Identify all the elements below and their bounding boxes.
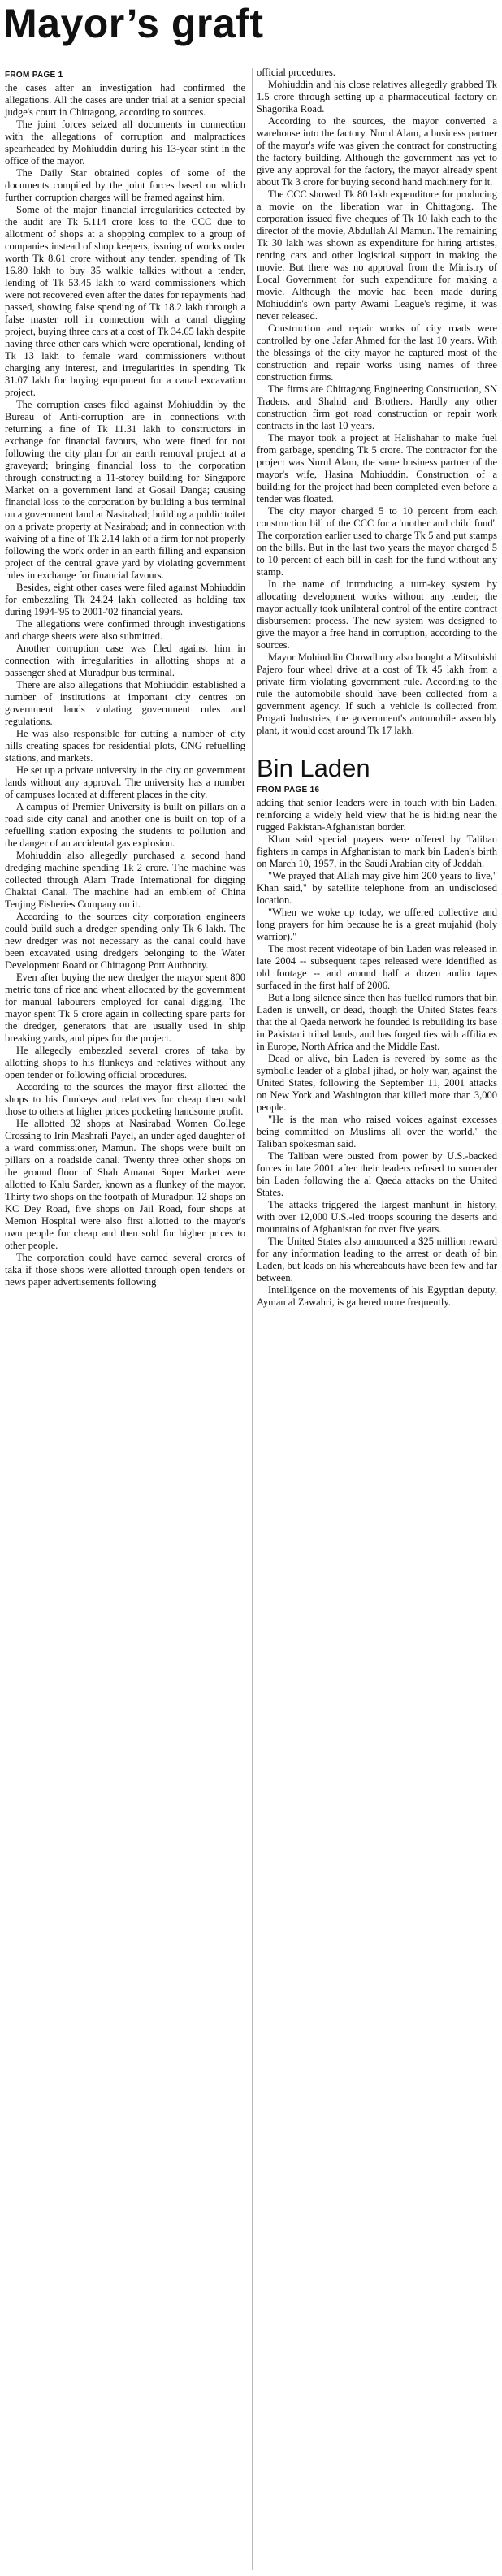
paragraph: He was also responsible for cutting a number of city hills creating spaces for residential plots, CNG refuelling stations, and markets. [5,728,245,764]
paragraph: The allegations were confirmed through investigations and charge sheets were also submitted. [5,618,245,642]
section-headline: Bin Laden [257,747,497,783]
paragraph: Intelligence on the movements of his Egyptian deputy, Ayman al Zawahri, is gathered more frequently. [257,1284,497,1308]
left-column [5,70,245,1288]
paragraph: Some of the major financial irregularities detected by the audit are Tk 5.114 crore loss to the CCC due to allotment of shops at a shopping complex to a group of companies instead of shop keepers, issuing of works order worth Tk 8.61 crore without any tender, spending of Tk 16.80 lakh to buy 35 walkie talkies without a tender, lending of Tk 53.45 lakh to ward commissioners which were not recovered even after the dates for repayments had passed, showing false spending of Tk 18.2 lakh through a false master roll in connection with a canal digging project, buying three cars at a cost of Tk 34.65 lakh despite having three other cars which were operational, lending of Tk 13 lakh to female ward commissioners without charging any interest, and irregularities in spending Tk 31.07 lakh for buying equipment for a canal excavation project. [5,204,245,398]
paragraph: Mayor Mohiuddin Chowdhury also bought a Mitsubishi Pajero four wheel drive at a cost of Tk 45 lakh from a private firm violating government rule. According to the rule the automobile should have been collected from a government agency. If such a vehicle is collected from Progati Industries, the government's automobile assembly plant, it would cost around Tk 17 lakh. [257,652,497,736]
paragraph: adding that senior leaders were in touch with bin Laden, reinforcing a widely held view that he is hiding near the rugged Pakistan-Afghanistan border. [257,797,497,833]
paragraph: Another corruption case was filed against him in connection with irregularities in allotting shops at a passenger shed at Muradpur bus terminal. [5,643,245,678]
paragraph: The Taliban were ousted from power by U.S.-backed forces in late 2001 after their leaders refused to surrender bin Laden following the al Qaeda attacks on the United States. [257,1150,497,1198]
jump-label: FROM PAGE 16 [257,786,320,794]
paragraph: Even after buying the new dredger the mayor spent 800 metric tons of rice and wheat allocated by the government for manual labourers employed for canal digging. The mayor spent Tk 5 crore again in collecting spare parts for the dredger, generators that are usually used in ship breaking yards, and pipes for the project. [5,972,245,1044]
jump-label: FROM PAGE 1 [5,71,63,80]
paragraph: In the name of introducing a turn-key system by allocating development works without any tender, the mayor actually took unilateral control of the entire contract disbursement process. The new system was designed to give the mayor a free hand in corruption, according to the sources. [257,578,497,651]
paragraph: A campus of Premier University is built on pillars on a road side city canal and another one is built on top of a refuelling station exposing the students to pollution and the danger of an accidental gas explosion. [5,801,245,849]
paragraph: "We prayed that Allah may give him 200 years to live," Khan said," by satellite telephone from an undisclosed location. [257,870,497,906]
paragraph: There are also allegations that Mohiuddin established a number of institutions at important city centres on government lands violating government rules and regulations. [5,679,245,727]
paragraph: The CCC showed Tk 80 lakh expenditure for producing a movie on the liberation war in Chittagong. The corporation issued five cheques of Tk 10 lakh each to the director of the movie, Abdullah Al Mamun. The remaining Tk 30 lakh was shown as expenditure for hiring artistes, renting cars and other logistical support in making the movie. But there was no approval from the Ministry of Local Government for such expenditure for making a movie. Although the movie had been made during Mohiuddin's own party Awami League's regime, it was never released. [257,188,497,322]
paragraph: The corruption cases filed against Mohiuddin by the Bureau of Anti-corruption are in connections with returning a fine of Tk 11.31 lakh to constructors in exchange for financial favours, who were fined for not following the city plan for an earth removal project at a graveyard; bringing financial loss to the corporation through constructing a 11-storey building for Singapore Market on a government land at Gosail Danga; causing financial loss to the corporation by building a bus terminal on a government land at Nasirabad; building a public toilet on a private property at Nasirabad; and in connection with waiving of a fine of Tk 2.14 lakh of a firm for not properly following the work order in an earth filling and expansion project of the central grave yard by violating government rules in exchange for financial favours. [5,399,245,581]
paragraph: The city mayor charged 5 to 10 percent from each construction bill of the CCC for a 'mother and child fund'. The corporation earlier used to charge Tk 5 and put stamps on the bills. But in the last two years the mayor charged 5 to 10 percent of each bill in cash for the fund without any stamp. [257,505,497,578]
paragraph: The firms are Chittagong Engineering Construction, SN Traders, and Shahid and Brothers. Hardly any other construction firm got road construction or repair work contracts in the last 10 years. [257,383,497,431]
headline: Mayor’s graft [3,1,264,46]
paragraph: Khan said special prayers were offered by Taliban fighters in camps in Afghanistan to mark bin Laden's birth on March 10, 1957, in the Saudi Arabian city of Jeddah. [257,833,497,869]
paragraph: According to the sources the mayor first allotted the shops to his flunkeys and relatives for cheap then sold those to others at higher prices pocketing handsome profit. [5,1081,245,1117]
paragraph: The mayor took a project at Halishahar to make fuel from garbage, spending Tk 5 crore. The contractor for the project was Nurul Alam, the same business partner of the mayor's wife, Hasina Mohiuddin. Construction of a building for the project had been completed even before a tender was floated. [257,432,497,504]
paragraph: According to the sources, the mayor converted a warehouse into the factory. Nurul Alam, a business partner of the mayor's wife was given the contract for constructing the factory building. Although the government has yet to give any approval for the factory, the mayor already spent about Tk 3 crore for buying second hand machinery for it. [257,115,497,188]
paragraph: The most recent videotape of bin Laden was released in late 2004 -- subsequent tapes released were identified as old footage -- and around half a dozen audio tapes surfaced in the first half of 2006. [257,943,497,991]
paragraph: The Daily Star obtained copies of some of the documents compiled by the joint forces based on which further corruption charges will be framed against him. [5,167,245,203]
paragraph: The United States also announced a $25 million reward for any information leading to the arrest or death of bin Laden, but leads on his whereabouts have been few and far between. [257,1236,497,1284]
paragraph: But a long silence since then has fuelled rumors that bin Laden is unwell, or dead, though the United States fears that the al Qaeda network he founded is rebuilding its base in Pakistani tribal lands, and has forged ties with affiliates in Europe, North Africa and the Middle East. [257,992,497,1052]
column-divider [252,68,253,2570]
paragraph: He allotted 32 shops at Nasirabad Women College Crossing to Irin Mashrafi Payel, an under aged daughter of a ward commissioner, Mamun. The shops were built on pillars on a roadside canal. Twenty three other shops on the ground floor of Shah Amanat Super Market were allotted to Kalu Sarder, known as a flunkey of the mayor. Thirty two shops on the footpath of Muradpur, 12 shops on KC Dey Road, five shops on Jail Road, four shops at Memon Hospital were also first allotted to the mayor's own people for cheap and then sold for higher prices to other people. [5,1118,245,1251]
paragraph: "When we woke up today, we offered collective and long prayers for him because he is a great mujahid (holy warrior)." [257,907,497,942]
paragraph: The attacks triggered the largest manhunt in history, with over 12,000 U.S.-led troops scouring the deserts and mountains of Afghanistan for over five years. [257,1199,497,1235]
paragraph: He allegedly embezzled several crores of taka by allotting shops to his flunkeys and relatives without any open tender or following official procedures. [5,1045,245,1080]
paragraph: "He is the man who raised voices against excesses being committed on Muslims all over the world," the Taliban spokesman said. [257,1114,497,1149]
paragraph: According to the sources city corporation engineers could build such a dredger spending only Tk 6 lakh. The new dredger was not necessary as the canal could have been excavated using dredgers belonging to the Water Development Board or Chittagong Port Authority. [5,911,245,971]
paragraph: The corporation could have earned several crores of taka if those shops were allotted through open tenders or news paper advertisements following [5,1252,245,1288]
paragraph: He set up a private university in the city on government lands without any approval. The university has a number of campuses located at different places in the city. [5,764,245,800]
paragraph: The joint forces seized all documents in connection with the allegations of corruption and malpractices spearheaded by Mohiuddin during his 13-year stint in the office of the mayor. [5,119,245,167]
paragraph: Construction and repair works of city roads were controlled by one Jafar Ahmed for the last 10 years. With the blessings of the city mayor he captured most of the construction and repair works using names of three construction firms. [257,323,497,383]
paragraph: the cases after an investigation had confirmed the allegations. All the cases are under trial at a senior special judge's court in Chittagong, according to sources. [5,82,245,118]
paragraph: Mohiuddin also allegedly purchased a second hand dredging machine spending Tk 2 crore. The machine was collected through Alam Trade International for digging Chaktai Canal. The machine had an emblem of China Tenjing Fisheries Company on it. [5,850,245,910]
right-column [257,67,497,1309]
paragraph: Mohiuddin and his close relatives allegedly grabbed Tk 1.5 crore through setting up a pharmaceutical factory on Shagorika Road. [257,79,497,115]
paragraph: official procedures. [257,67,335,78]
paragraph: Dead or alive, bin Laden is revered by some as the symbolic leader of a global jihad, or holy war, against the United States, following the September 11, 2001 attacks on New York and Washington that killed more than 3,000 people. [257,1053,497,1113]
paragraph: Besides, eight other cases were filed against Mohiuddin for embezzling Tk 24.24 lakh collected as holding tax during 1994-'95 to 2001-'02 financial years. [5,582,245,617]
